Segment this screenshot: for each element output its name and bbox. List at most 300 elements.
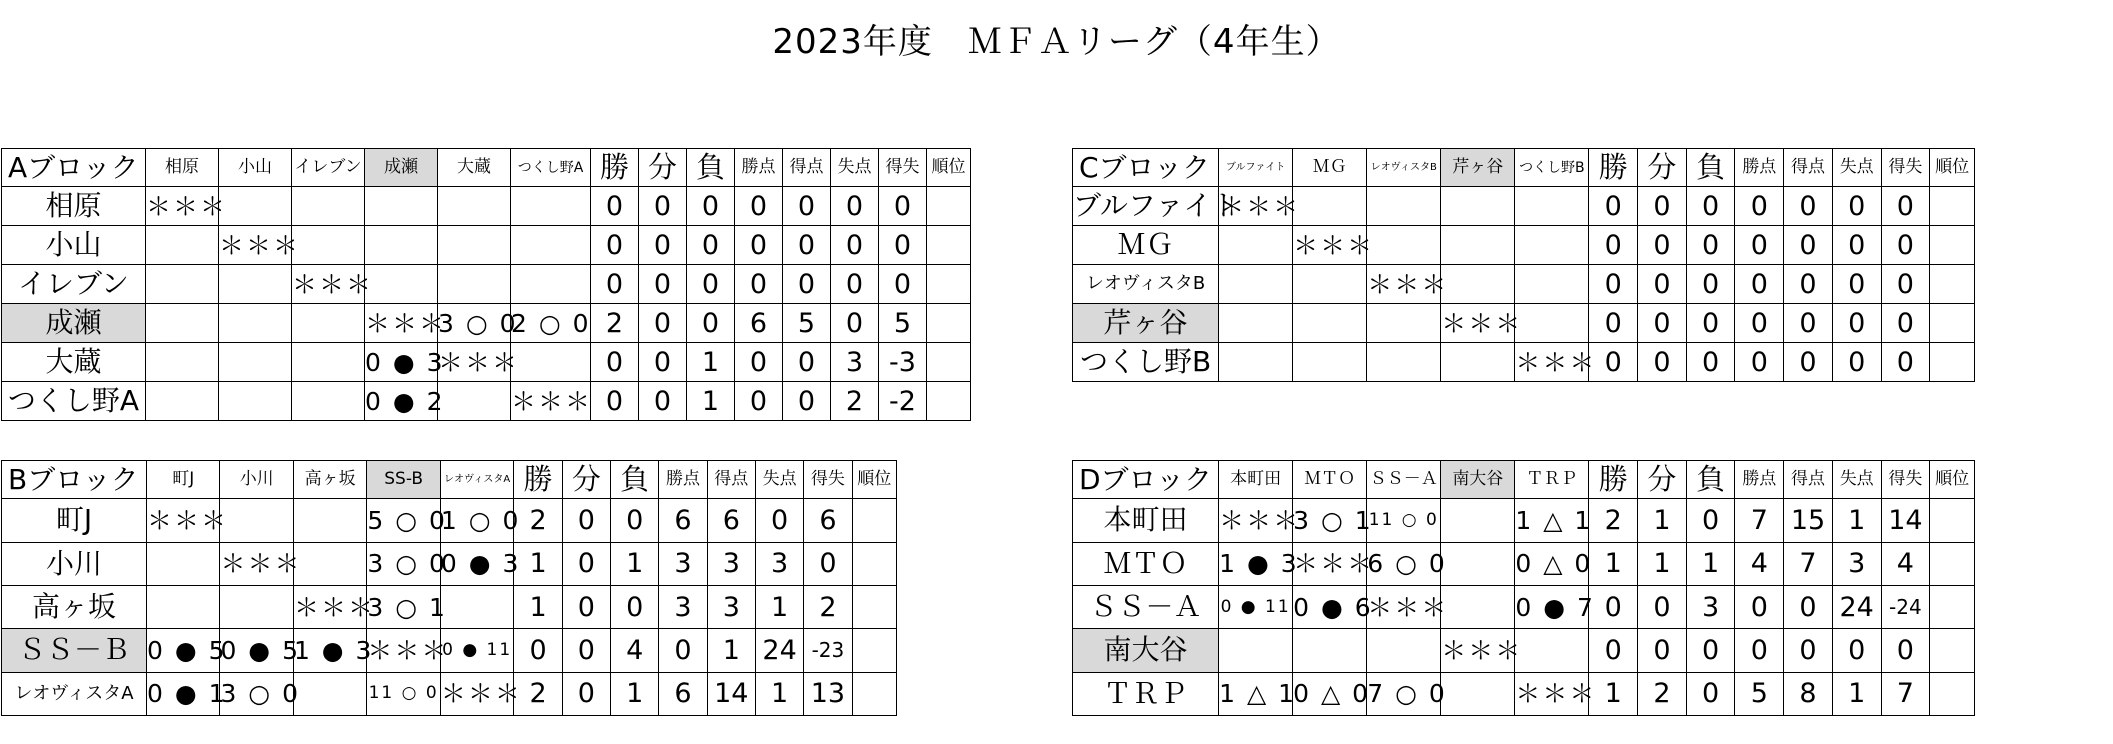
rank-cell (927, 382, 971, 421)
match-result (146, 304, 219, 343)
match-result (219, 265, 292, 304)
match-result: 11 ○ 0 (367, 672, 440, 715)
losses-header: 負 (611, 461, 659, 499)
losses-cell: 0 (611, 499, 659, 542)
match-result: ＊＊＊ (1515, 343, 1589, 382)
goal-diff-cell: 0 (879, 187, 927, 226)
opponent-header: 芹ヶ谷 (1441, 149, 1515, 187)
losses-cell: 1 (687, 343, 735, 382)
block-a-name: Aブロック (2, 149, 146, 187)
rank-header: 順位 (852, 461, 896, 499)
goal-diff-cell: 4 (1881, 542, 1930, 585)
rank-cell (1930, 672, 1975, 715)
team-name: 小山 (2, 226, 146, 265)
goals-against-header: 失点 (831, 149, 879, 187)
losses-header: 負 (1686, 149, 1735, 187)
match-result (293, 542, 366, 585)
goals-for-cell: 1 (707, 629, 755, 672)
goals-against-cell: 0 (1832, 265, 1881, 304)
points-cell: 0 (1735, 343, 1784, 382)
goals-for-cell: 3 (707, 585, 755, 628)
goals-against-cell: 2 (831, 382, 879, 421)
match-result: 1 △ 1 (1219, 672, 1293, 715)
match-result (438, 187, 511, 226)
points-cell: 0 (735, 382, 783, 421)
wins-cell: 0 (591, 226, 639, 265)
goal-diff-cell: 5 (879, 304, 927, 343)
match-result: 2 ○ 0 (511, 304, 591, 343)
points-cell: 3 (659, 542, 707, 585)
team-name: レオヴィスタB (1073, 265, 1219, 304)
match-result (1293, 187, 1367, 226)
rank-cell (852, 585, 896, 628)
goal-diff-cell: 0 (804, 542, 852, 585)
match-result (1293, 304, 1367, 343)
wins-cell: 0 (1589, 187, 1638, 226)
goal-diff-cell: -24 (1881, 585, 1930, 628)
match-result: 0 ● 1 (146, 672, 219, 715)
goals-for-cell: 15 (1784, 499, 1833, 542)
goals-against-cell: 3 (831, 343, 879, 382)
match-result (1367, 187, 1441, 226)
match-result: 0 ● 3 (440, 542, 513, 585)
match-result: ＊＊＊ (1441, 629, 1515, 672)
match-result (365, 187, 438, 226)
opponent-header: 相原 (146, 149, 219, 187)
goal-diff-cell: 7 (1881, 672, 1930, 715)
goals-against-cell: 3 (1832, 542, 1881, 585)
opponent-header: 成瀬 (365, 149, 438, 187)
points-cell: 0 (1735, 304, 1784, 343)
goals-against-cell: 1 (755, 585, 803, 628)
match-result: 5 ○ 0 (367, 499, 440, 542)
losses-cell: 0 (1686, 226, 1735, 265)
team-row (2, 585, 897, 628)
losses-cell: 0 (687, 187, 735, 226)
match-result (1441, 542, 1515, 585)
points-cell: 0 (1735, 226, 1784, 265)
goals-against-cell: 1 (755, 672, 803, 715)
match-result: ＊＊＊ (220, 542, 293, 585)
page-title: 2023年度 ＭＦＡリーグ（4年生） (772, 22, 1341, 62)
match-result: 0 ● 2 (365, 382, 438, 421)
losses-cell: 0 (687, 265, 735, 304)
losses-cell: 0 (687, 226, 735, 265)
match-result (292, 187, 365, 226)
match-result (1219, 304, 1293, 343)
match-result (511, 187, 591, 226)
match-result: 3 ○ 1 (367, 585, 440, 628)
wins-cell: 0 (514, 629, 562, 672)
draws-header: 分 (1638, 461, 1687, 499)
opponent-header: 町J (146, 461, 219, 499)
rank-cell (1930, 187, 1975, 226)
team-row (1073, 226, 1975, 265)
match-result: ＊＊＊ (1219, 499, 1293, 542)
wins-cell: 0 (591, 265, 639, 304)
goals-against-cell: 1 (1832, 672, 1881, 715)
rank-cell (1930, 343, 1975, 382)
match-result (511, 226, 591, 265)
goals-for-cell: 0 (1784, 343, 1833, 382)
losses-cell: 0 (1686, 629, 1735, 672)
team-row (1073, 187, 1975, 226)
match-result (1367, 629, 1441, 672)
goals-for-cell: 5 (783, 304, 831, 343)
points-cell: 0 (735, 187, 783, 226)
match-result (1219, 226, 1293, 265)
match-result (1219, 265, 1293, 304)
team-name: イレブン (2, 265, 146, 304)
match-result: ＊＊＊ (1367, 265, 1441, 304)
goal-diff-cell: 0 (1881, 343, 1930, 382)
team-name: 南大谷 (1073, 629, 1219, 672)
match-result (438, 265, 511, 304)
goals-against-cell: 0 (1832, 629, 1881, 672)
goal-diff-cell: 14 (1881, 499, 1930, 542)
match-result: ＊＊＊ (1293, 226, 1367, 265)
losses-cell: 0 (687, 304, 735, 343)
goals-for-cell: 0 (783, 265, 831, 304)
points-cell: 7 (1735, 499, 1784, 542)
team-name: 大蔵 (2, 343, 146, 382)
team-row (2, 265, 971, 304)
match-result (219, 382, 292, 421)
opponent-header: ＴＲＰ (1515, 461, 1589, 499)
draws-cell: 0 (639, 226, 687, 265)
match-result (1293, 343, 1367, 382)
losses-cell: 3 (1686, 585, 1735, 628)
draws-header: 分 (639, 149, 687, 187)
match-result: 11 ○ 0 (1367, 499, 1441, 542)
losses-header: 負 (1686, 461, 1735, 499)
goal-diff-cell: -3 (879, 343, 927, 382)
goals-for-cell: 3 (707, 542, 755, 585)
points-cell: 6 (735, 304, 783, 343)
goals-for-header: 得点 (707, 461, 755, 499)
goals-for-header: 得点 (1784, 461, 1833, 499)
team-row (2, 343, 971, 382)
goals-for-header: 得点 (1784, 149, 1833, 187)
match-result: ＊＊＊ (146, 187, 219, 226)
points-header: 勝点 (1735, 461, 1784, 499)
points-cell: 3 (659, 585, 707, 628)
match-result (1515, 226, 1589, 265)
goals-for-cell: 0 (1784, 187, 1833, 226)
team-row (2, 542, 897, 585)
match-result: ＊＊＊ (1515, 672, 1589, 715)
wins-header: 勝 (591, 149, 639, 187)
match-result (1441, 226, 1515, 265)
match-result: 1 ○ 0 (440, 499, 513, 542)
match-result (146, 542, 219, 585)
opponent-header: ＳＳ－Ａ (1367, 461, 1441, 499)
wins-cell: 1 (514, 542, 562, 585)
points-cell: 0 (735, 343, 783, 382)
match-result (1515, 629, 1589, 672)
match-result: ＊＊＊ (365, 304, 438, 343)
goals-against-cell: 0 (831, 187, 879, 226)
match-result: 1 ● 3 (293, 629, 366, 672)
match-result (511, 343, 591, 382)
draws-cell: 0 (562, 629, 610, 672)
goals-against-cell: 0 (1832, 226, 1881, 265)
draws-header: 分 (562, 461, 610, 499)
goals-against-cell: 0 (831, 265, 879, 304)
match-result (1441, 187, 1515, 226)
draws-cell: 0 (1638, 304, 1687, 343)
team-name: 小川 (2, 542, 147, 585)
team-name: 芹ヶ谷 (1073, 304, 1219, 343)
goals-for-cell: 0 (1784, 265, 1833, 304)
wins-cell: 0 (1589, 343, 1638, 382)
match-result (293, 499, 366, 542)
match-result: 7 ○ 0 (1367, 672, 1441, 715)
match-result (1219, 629, 1293, 672)
team-row (1073, 265, 1975, 304)
match-result (146, 265, 219, 304)
draws-cell: 0 (562, 499, 610, 542)
match-result: 1 △ 1 (1515, 499, 1589, 542)
team-row (2, 382, 971, 421)
points-cell: 0 (1735, 629, 1784, 672)
losses-cell: 4 (611, 629, 659, 672)
wins-header: 勝 (1589, 149, 1638, 187)
match-result (1367, 226, 1441, 265)
team-name: ＳＳ－Ａ (1073, 585, 1219, 628)
team-row (2, 629, 897, 672)
team-name: ブルファイト (1073, 187, 1219, 226)
goals-against-cell: 24 (1832, 585, 1881, 628)
wins-cell: 0 (591, 382, 639, 421)
opponent-header: 高ヶ坂 (293, 461, 366, 499)
rank-cell (1930, 542, 1975, 585)
draws-cell: 1 (1638, 499, 1687, 542)
block-c-name: Cブロック (1073, 149, 1219, 187)
draws-cell: 0 (1638, 585, 1687, 628)
goal-diff-cell: 0 (879, 226, 927, 265)
team-row (2, 672, 897, 715)
team-row (1073, 304, 1975, 343)
wins-header: 勝 (514, 461, 562, 499)
draws-cell: 0 (1638, 343, 1687, 382)
losses-cell: 0 (1686, 187, 1735, 226)
opponent-header: レオヴィスタB (1367, 149, 1441, 187)
rank-cell (1930, 226, 1975, 265)
losses-cell: 0 (1686, 672, 1735, 715)
wins-cell: 1 (1589, 672, 1638, 715)
wins-cell: 2 (514, 672, 562, 715)
team-name: 本町田 (1073, 499, 1219, 542)
match-result: 0 ● 3 (365, 343, 438, 382)
match-result (220, 499, 293, 542)
wins-cell: 0 (1589, 304, 1638, 343)
opponent-header: SS-B (367, 461, 440, 499)
match-result: 3 ○ 0 (438, 304, 511, 343)
wins-cell: 2 (591, 304, 639, 343)
losses-cell: 0 (1686, 343, 1735, 382)
team-name: ＳＳ－Ｂ (2, 629, 147, 672)
goals-for-cell: 7 (1784, 542, 1833, 585)
goal-diff-cell: 0 (1881, 629, 1930, 672)
points-cell: 4 (1735, 542, 1784, 585)
rank-header: 順位 (1930, 149, 1975, 187)
losses-cell: 1 (611, 542, 659, 585)
losses-cell: 0 (1686, 265, 1735, 304)
wins-cell: 2 (514, 499, 562, 542)
goals-against-cell: 3 (755, 542, 803, 585)
rank-cell (852, 542, 896, 585)
opponent-header: 大蔵 (438, 149, 511, 187)
rank-cell (852, 499, 896, 542)
match-result: ＊＊＊ (219, 226, 292, 265)
draws-cell: 0 (1638, 265, 1687, 304)
match-result (146, 585, 219, 628)
goal-diff-cell: 6 (804, 499, 852, 542)
team-name: ＭＴＯ (1073, 542, 1219, 585)
goal-diff-cell: -2 (879, 382, 927, 421)
match-result (1441, 585, 1515, 628)
rank-cell (927, 265, 971, 304)
match-result: ＊＊＊ (438, 343, 511, 382)
points-cell: 0 (1735, 187, 1784, 226)
draws-cell: 0 (639, 382, 687, 421)
match-result (219, 343, 292, 382)
match-result (365, 265, 438, 304)
match-result: ＊＊＊ (1219, 187, 1293, 226)
opponent-header: レオヴィスタA (440, 461, 513, 499)
losses-cell: 1 (1686, 542, 1735, 585)
rank-cell (1930, 499, 1975, 542)
block-d-name: Dブロック (1073, 461, 1219, 499)
opponent-header: 小川 (220, 461, 293, 499)
match-result: ＊＊＊ (1293, 542, 1367, 585)
wins-cell: 0 (1589, 265, 1638, 304)
match-result: 0 ● 11 (440, 629, 513, 672)
goals-against-cell: 24 (755, 629, 803, 672)
match-result (1515, 265, 1589, 304)
team-name: レオヴィスタA (2, 672, 147, 715)
block-a-table (1, 148, 971, 421)
opponent-header: つくし野A (511, 149, 591, 187)
team-row (1073, 672, 1975, 715)
goals-for-cell: 0 (1784, 304, 1833, 343)
draws-cell: 0 (639, 187, 687, 226)
goal-diff-cell: 0 (1881, 226, 1930, 265)
match-result: 0 △ 0 (1515, 542, 1589, 585)
team-name: 町J (2, 499, 147, 542)
match-result: ＊＊＊ (511, 382, 591, 421)
wins-cell: 1 (1589, 542, 1638, 585)
match-result (1293, 629, 1367, 672)
opponent-header: ＭＴＯ (1293, 461, 1367, 499)
goals-against-cell: 0 (831, 304, 879, 343)
team-name: 相原 (2, 187, 146, 226)
match-result (1515, 304, 1589, 343)
team-row (1073, 499, 1975, 542)
points-cell: 0 (1735, 265, 1784, 304)
match-result (292, 382, 365, 421)
goal-diff-cell: 0 (1881, 187, 1930, 226)
goal-diff-header: 得失 (1881, 149, 1930, 187)
wins-cell: 0 (1589, 585, 1638, 628)
match-result: ＊＊＊ (1367, 585, 1441, 628)
points-cell: 0 (659, 629, 707, 672)
rank-cell (927, 187, 971, 226)
losses-cell: 0 (611, 585, 659, 628)
losses-cell: 1 (611, 672, 659, 715)
team-row (1073, 343, 1975, 382)
rank-cell (927, 226, 971, 265)
match-result (1293, 265, 1367, 304)
match-result (438, 226, 511, 265)
match-result: 1 ● 3 (1219, 542, 1293, 585)
match-result: ＊＊＊ (1441, 304, 1515, 343)
match-result: 0 ● 5 (220, 629, 293, 672)
match-result: 0 ● 11 (1219, 585, 1293, 628)
draws-cell: 0 (1638, 629, 1687, 672)
match-result (292, 304, 365, 343)
opponent-header: 本町田 (1219, 461, 1293, 499)
wins-cell: 0 (591, 187, 639, 226)
opponent-header: ＭＧ (1293, 149, 1367, 187)
goals-against-cell: 0 (1832, 343, 1881, 382)
team-row (1073, 629, 1975, 672)
team-name: ＴＲＰ (1073, 672, 1219, 715)
match-result (1441, 265, 1515, 304)
opponent-header: つくし野B (1515, 149, 1589, 187)
rank-header: 順位 (1930, 461, 1975, 499)
goals-against-header: 失点 (1832, 149, 1881, 187)
match-result (440, 585, 513, 628)
goals-for-cell: 0 (783, 382, 831, 421)
opponent-header: 南大谷 (1441, 461, 1515, 499)
match-result (293, 672, 366, 715)
goals-against-cell: 0 (1832, 304, 1881, 343)
rank-cell (927, 343, 971, 382)
match-result: 6 ○ 0 (1367, 542, 1441, 585)
match-result (146, 382, 219, 421)
goals-against-header: 失点 (755, 461, 803, 499)
goals-for-cell: 6 (707, 499, 755, 542)
match-result (292, 343, 365, 382)
match-result (438, 382, 511, 421)
goal-diff-header: 得失 (804, 461, 852, 499)
points-cell: 0 (735, 226, 783, 265)
opponent-header: イレブン (292, 149, 365, 187)
opponent-header: ブルファイト (1219, 149, 1293, 187)
points-cell: 0 (735, 265, 783, 304)
team-row (2, 187, 971, 226)
goals-for-cell: 0 (1784, 629, 1833, 672)
draws-cell: 0 (562, 585, 610, 628)
rank-cell (852, 672, 896, 715)
wins-cell: 0 (591, 343, 639, 382)
goals-for-cell: 0 (783, 187, 831, 226)
match-result: 3 ○ 1 (1293, 499, 1367, 542)
match-result: ＊＊＊ (146, 499, 219, 542)
goals-against-cell: 0 (1832, 187, 1881, 226)
goal-diff-header: 得失 (1881, 461, 1930, 499)
losses-cell: 0 (1686, 304, 1735, 343)
wins-cell: 0 (1589, 226, 1638, 265)
goals-for-header: 得点 (783, 149, 831, 187)
team-name: 高ヶ坂 (2, 585, 147, 628)
points-cell: 6 (659, 499, 707, 542)
team-name: つくし野A (2, 382, 146, 421)
team-name: つくし野B (1073, 343, 1219, 382)
match-result (146, 226, 219, 265)
